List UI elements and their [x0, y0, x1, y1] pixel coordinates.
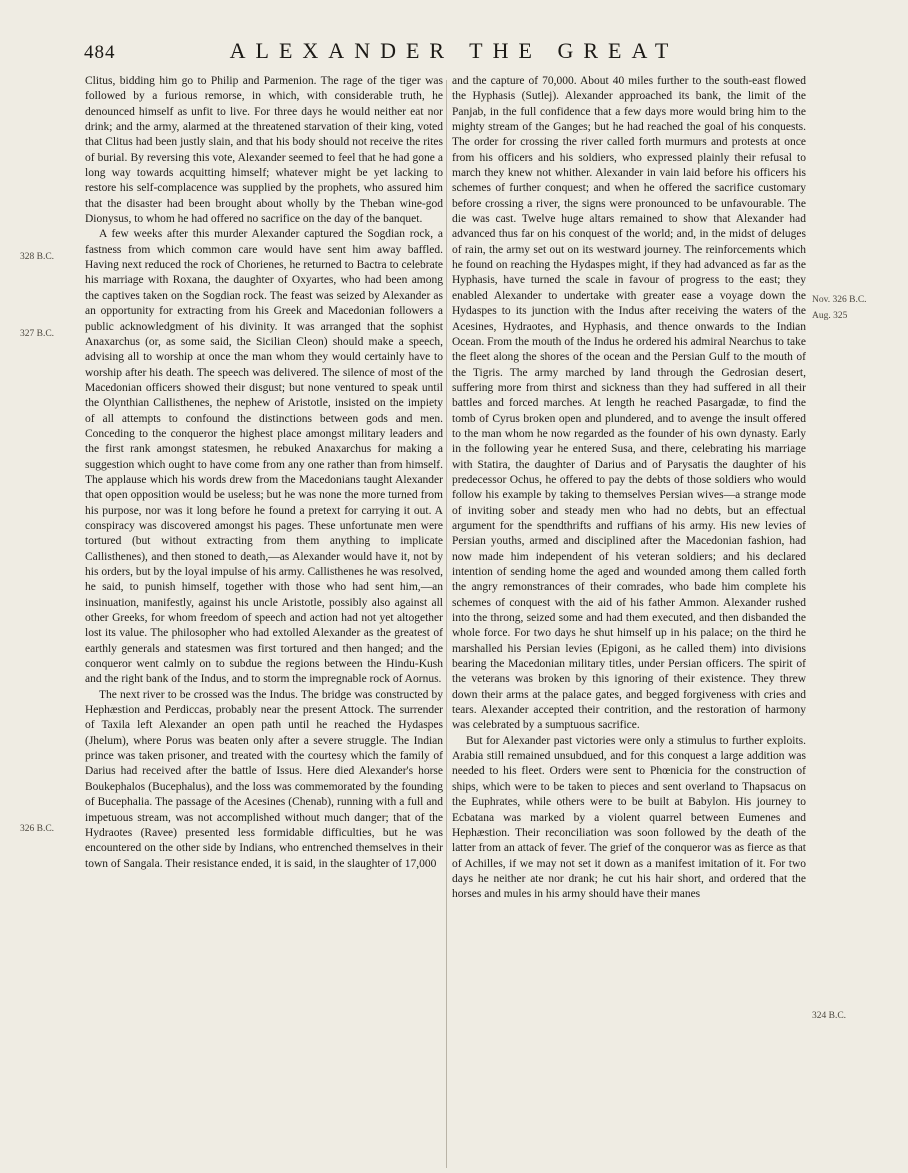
paragraph: The next river to be crossed was the Indus. The bridge was constructed by Hephæstion and Perdiccas, probably near the present Attock. The surrender of Taxila left Alexander an open path until he reached the Hydaspes (Jhelum), where Porus was beaten only after a severe struggle. The Indian prince was taken prisoner, and treated with the courtesy which the family of Darius had received after the battle of Issus. Here died Alexander's horse Boukephalos (Bucephalus), and the loss was commemorated by the founding of Bucephalia. The passage of the Acesines (Chenab), running with a full and impetuous stream, was not accomplished without much danger; that of the Hydraotes (Ravee) presented less formidable difficulties, but he was encountered on the other side by Indians, who entrenched themselves in their town of Sangala. Their resistance ended, it is said, in the slaughter of 17,000 [85, 688, 443, 870]
right-column [452, 74, 806, 903]
paragraph: But for Alexander past victories were only a stimulus to further exploits. Arabia still remained unsubdued, and for this conquest a large addition was needed to his fleet. Orders were sent to Phœnicia for the construction of ships, which were to be taken to pieces and sent overland to Thapsacus on the Euphrates, while others were to be built at Babylon. His journey to Ecbatana was marked by a violent quarrel between Eumenes and Hephæstion. Their reconciliation was soon followed by the death of the latter from an attack of fever. The grief of the conqueror was as fierce as that of Achilles, if we may not set it down as a manifest imitation of it. For two days he neither ate nor drank; he cut his hair short, and ordered that the horses and mules in his army should have their manes [452, 734, 806, 901]
paragraph: Clitus, bidding him go to Philip and Parmenion. The rage of the tiger was followed by a furious remorse, in which, with considerable truth, he denounced himself as unfit to live. For three days he would neither eat nor drink; and the army, alarmed at the threatened starvation of their king, voted that Clitus had been justly slain, and that his body should not receive the rites of burial. By reversing this vote, Alexander seemed to feel that he had gone a long way towards acquitting himself; whatever might be yet lacking to restore his self-complacence was supplied by the prophets, who assured him that the disaster had been brought about wholly by the Theban wine-god Dionysus, to whom he had offered no sacrifice on the day of the banquet. [85, 75, 443, 226]
margin-date: 328 B.C. [20, 252, 55, 262]
page-number: 484 [84, 42, 116, 63]
column-divider [446, 80, 447, 1168]
running-head: ALEXANDER THE GREAT [229, 38, 679, 63]
margin-date: Nov. 326 B.C. [812, 295, 867, 305]
paragraph: and the capture of 70,000. About 40 miles further to the south-east flowed the Hyphasis (Sutlej). Alexander approached its bank, the limit of the Panjab, in the full confidence that a few days more would bring him to the mighty stream of the Ganges; but he had reached the goal of his conquests. The order for crossing the river called forth murmurs and protests at once from his officers and his soldiers, who expressed plainly their refusal to march they knew not whither. Alexander in vain laid before his officers his schemes of further conquest; and when he offered the sacrifice customary before crossing a river, the signs were pronounced to be unfavourable. The die was cast. Twelve huge altars remained to show that Alexander had advanced thus far on his conquest of the world; and, in the midst of deluges of rain, the army set out on its westward journey. The reinforcements which he found on reaching the Hydaspes might, if they had advanced as far as the Hyphasis, have turned the scale in favour of progress to the east; they enabled Alexander to undertake with greater ease a voyage down the Hydaspes to its junction with the Indus after receiving the waters of the Acesines, Hydraotes, and Hyphasis, and thence onwards to the Indian Ocean. From the mouth of the Indus he ordered his admiral Nearchus to take the fleet along the shores of the ocean and the Persian Gulf to the mouth of the Tigris. The army marched by land through the Gedrosian desert, suffering more from thirst and sickness than they had suffered in all their battles and forced marches. At length he reached Pasargadæ, to find the tomb of Cyrus broken open and plundered, and to avenge the insult offered to the man whom he now regarded as the founder of his own dynasty. Early in the following year he entered Susa, and there, celebrating his marriage with Statira, the daughter of Darius and of Parysatis the daughter of his predecessor Ochus, he offered to pay the debts of those soldiers who would follow his example by taking to themselves Persian wives—a strange mode of inviting sober and steady men who had no debts, but an effectual argument for the spendthrifts and ruffians of his army. His new levies of Persian youths, armed and disciplined after the Macedonian fashion, had now made him independent of his veteran soldiers; and his declared intention of sending home the aged and wounded among them called forth the angry remonstrances of their comrades, who bade him complete his schemes of conquest with the aid of his father Ammon. Alexander rushed into the throng, seized some and had them executed, and then disbanded the whole force. For two days he shut himself up in his palace; on the third he marshalled his Persian levies (Epigoni, as he called them) into divisions bearing the Macedonian military titles, under Persian officers. The spirit of the veterans was broken by this ignoring of their existence. They threw down their arms at the palace gates, and begged forgiveness with cries and tears. Alexander accepted their contrition, and the restoration of harmony was celebrated by a sumptuous sacrifice. [452, 75, 806, 732]
margin-date: 326 B.C. [20, 824, 55, 834]
paragraph: A few weeks after this murder Alexander captured the Sogdian rock, a fastness from which common care would have sent him away baffled. Having next reduced the rock of Chorienes, he returned to Bactra to celebrate his marriage with Roxana, the daughter of Oxyartes, who had been among the captives taken on the Sogdian rock. The feast was seized by Alexander as an opportunity for extracting from his Greek and Macedonian followers a public acknowledgment of his divinity. It was arranged that the sophist Anaxarchus (or, as some said, the Sicilian Cleon) should make a speech, advising all to worship at once the man whom they would certainly have to worship after his death. The speech was delivered. The silence of most of the Macedonian officers showed their disgust; but none ventured to speak until the Olynthian Callisthenes, the nephew of Aristotle, insisted on the impiety of all attempts to confound the distinctions between gods and men. Conceding to the conqueror the highest place amongst military leaders and the first rank amongst statesmen, he rebuked Anaxarchus for making a suggestion which ought to have come from any one rather than from himself. The applause which his words drew from the Macedonians taught Alexander that open opposition would be useless; but he was none the more turned from his purpose, nor was it long before he found a pretext for carrying it out. A conspiracy was discovered amongst his pages. These unfortunate men were tortured (but without extracting from them anything to implicate Callisthenes), and then stoned to death,—as Alexander would have it, not by his orders, but by the loyal impulse of his army. Callisthenes he was resolved, he said, to punish himself, together with those who had sent him,—an insinuation, manifestly, against his uncle Aristotle, possibly also against all other Greeks, for whom freedom of speech and action had not yet altogether lost its value. The philosopher who had extolled Alexander as the greatest of earthly generals and statesmen was first tortured and then hanged; and the conqueror went calmly on to subdue the regions between the Hindu-Kush and the right bank of the Indus, and to storm the impregnable rock of Aornus. [85, 228, 443, 686]
margin-date: 327 B.C. [20, 329, 55, 339]
margin-date: 324 B.C. [812, 1011, 847, 1021]
left-column [85, 74, 443, 872]
margin-date: Aug. 325 [812, 311, 848, 321]
